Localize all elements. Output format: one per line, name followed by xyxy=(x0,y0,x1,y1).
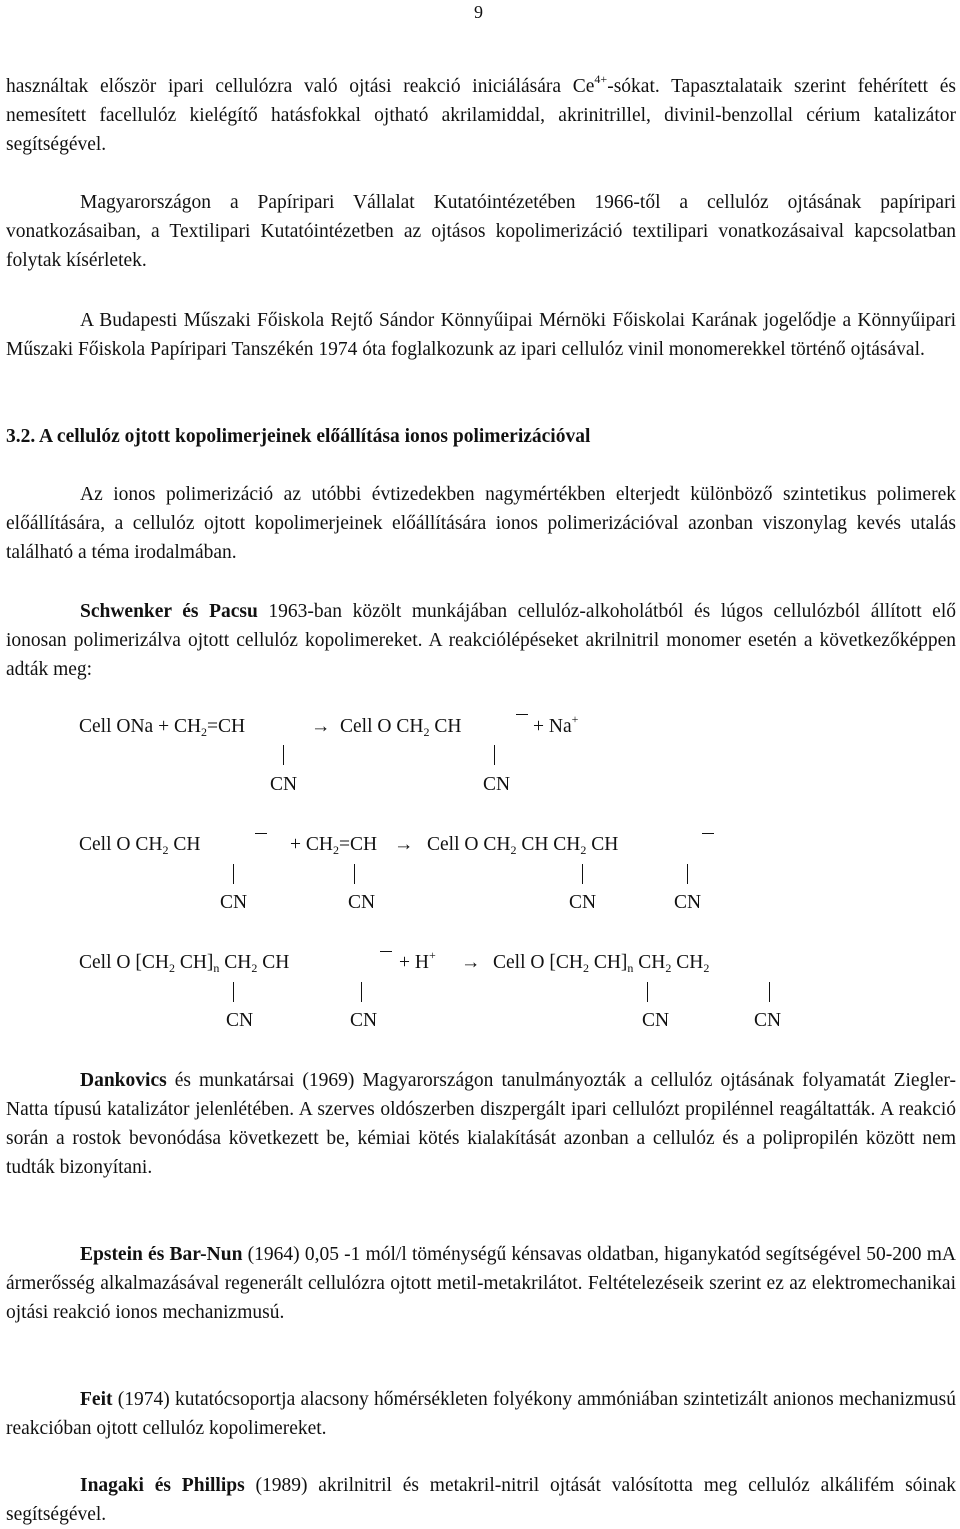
subscript: 2 xyxy=(423,725,430,739)
subscript: 2 xyxy=(201,725,208,739)
subscript: n xyxy=(213,961,220,975)
bond-line xyxy=(233,864,234,884)
paragraph-text: és munkatársai (1969) Magyarországon tanulmányozták a cellulóz ojtásának folyamatát Ziegler-Natta típusú katalizátor jelenlétében. A szerves oldószerben diszpergált ipari cellulózt propilénnel reagáltatták. A reakció során a rostok bevonódása következett be, kémiai kötés kialakítását azonban a cellulóz és a polipropilén között nem tudták bizonyítani. xyxy=(6,1070,956,1178)
nitrile-group: CN xyxy=(674,892,702,913)
chem-text: CH xyxy=(262,952,290,973)
reaction-1-reactants xyxy=(79,715,245,739)
reaction-arrow: → xyxy=(394,834,414,855)
chem-text: CH xyxy=(483,834,511,855)
chem-text: CH] xyxy=(593,952,628,973)
bond-line xyxy=(361,982,362,1002)
chem-text: Cell O xyxy=(340,716,392,737)
nitrile-group: CN xyxy=(348,892,376,913)
chem-text: CH xyxy=(173,716,202,737)
overbar xyxy=(516,714,528,715)
chem-text: Cell O xyxy=(493,952,545,973)
chem-text: CH xyxy=(638,952,666,973)
overbar xyxy=(255,833,267,834)
author-names: Dankovics xyxy=(80,1070,167,1091)
reaction-3-product xyxy=(493,951,709,975)
paragraph-schwenker xyxy=(6,597,956,684)
nitrile-group: CN xyxy=(754,1010,782,1031)
chem-text: CH xyxy=(521,834,549,855)
page-number: 9 xyxy=(474,2,483,22)
bond-line xyxy=(582,864,583,884)
chem-text: [CH xyxy=(135,952,169,973)
nitrile-group: CN xyxy=(642,1010,670,1031)
chem-text: CH xyxy=(305,834,333,855)
author-names: Inagaki és Phillips xyxy=(80,1475,245,1496)
chem-text: CH xyxy=(224,952,252,973)
subscript: 2 xyxy=(580,843,587,857)
chem-text: CH xyxy=(434,716,462,737)
paragraph-text: -sókat. Tapasztalataik szerint fehérített és nemesített facellulóz kielégítő hatásfokkal ojtható akrilamiddal, akrinitrillel, divinil-benzollal cérium katalizátor segítségével. xyxy=(6,76,957,155)
nitrile-group: CN xyxy=(569,892,597,913)
chem-text: Cell ONa xyxy=(79,716,154,737)
chem-text: Cell O xyxy=(427,834,479,855)
nitrile-group: CN xyxy=(220,892,248,913)
subscript: 2 xyxy=(251,961,258,975)
paragraph-cerium xyxy=(6,72,956,159)
paragraph-epstein xyxy=(6,1240,956,1327)
author-names: Feit xyxy=(80,1389,113,1410)
paragraph-text: használtak először ipari cellulózra való ojtási reakció iniciálására Ce xyxy=(6,76,595,97)
paragraph-budapesti: A Budapesti Műszaki Főiskola Rejtő Sándor Könnyűipai Mérnöki Főiskolai Karának jogelődje a Könnyűipari Műszaki Főiskola Papíripari Tanszékén 1974 óta foglalkozunk az ipari cellulóz vinil monomerekkel történő ojtásával. xyxy=(6,310,956,360)
nitrile-group: CN xyxy=(226,1010,254,1031)
monomer xyxy=(290,833,377,857)
nitrile-group: CN xyxy=(350,1010,378,1031)
subscript: 2 xyxy=(332,843,339,857)
chem-text: + H xyxy=(399,952,429,973)
chem-text: CH xyxy=(173,834,201,855)
sodium-ion xyxy=(533,712,579,739)
chem-text: =CH xyxy=(207,716,246,737)
reaction-3-reactants xyxy=(79,951,289,975)
chem-text: CH xyxy=(591,834,619,855)
author-names: Schwenker és Pacsu xyxy=(80,601,258,622)
superscript-charge: 4+ xyxy=(594,72,608,86)
bond-line xyxy=(494,745,495,765)
paragraph-text: (1974) kutatócsoportja alacsony hőmérsékleten folyékony ammóniában szintetizált anionos mechanizmusú reakcióban ojtott cellulóz kopolimereket. xyxy=(6,1389,956,1439)
reaction-2-reactants xyxy=(79,833,200,857)
chem-text: + xyxy=(158,716,170,737)
paragraph-dankovics xyxy=(6,1066,956,1182)
section-heading: 3.2. A cellulóz ojtott kopolimerjeinek előállítása ionos polimerizációval xyxy=(6,426,591,447)
bond-line xyxy=(283,745,284,765)
paragraph-ionos: Az ionos polimerizáció az utóbbi évtizedekben nagymértékben elterjedt különböző szintetikus polimerek előállítására, a cellulóz ojtott kopolimerjeinek előállítására ionos polimerizációval azonban viszonylag kevés utalás található a téma irodalmában. xyxy=(6,484,956,563)
paragraph-inagaki xyxy=(6,1471,956,1529)
subscript: n xyxy=(627,961,634,975)
reaction-2-product xyxy=(427,833,618,857)
nitrile-group: CN xyxy=(270,774,298,795)
proton xyxy=(399,948,436,975)
chem-text: Cell O xyxy=(79,834,131,855)
chem-text: CH xyxy=(396,716,424,737)
chem-text: CH] xyxy=(179,952,214,973)
paragraph-feit xyxy=(6,1385,956,1443)
superscript-charge: + xyxy=(571,712,579,726)
bond-line xyxy=(647,982,648,1002)
chem-text: CH xyxy=(135,834,163,855)
paragraph-papiripari: Magyarországon a Papíripari Vállalat Kutatóintézetében 1966-től a cellulóz ojtásának papíripari vonatkozásaiban, a Textilipari Kutatóintézetben az ojtásos kopolimerizáció textilipari vonatkozásaival kapcsolatban folytak kísérletek. xyxy=(6,192,956,271)
overbar xyxy=(702,833,714,834)
subscript: 2 xyxy=(582,961,589,975)
chem-text: CH xyxy=(553,834,581,855)
subscript: 2 xyxy=(665,961,672,975)
paragraph-text: (1964) 0,05 -1 mól/l töménységű kénsavas oldatban, higanykatód segítségével 50-200 mA ármerősség alkalmazásával regenerált cellulózra ojtott metil-metakrilátot. Feltételezéseik szerint ez az elektromechanikai ojtási reakció ionos mechanizmusú. xyxy=(6,1244,956,1323)
chem-text: + xyxy=(290,834,301,855)
subscript: 2 xyxy=(510,843,517,857)
chem-text: CH xyxy=(676,952,704,973)
paragraph-text: 1963-ban közölt munkájában cellulóz-alkoholátból és lúgos cellulózból állított elő ionosan polimerizálva ojtott cellulóz kopolimereket. A reakciólépéseket akrilnitril monomer esetén a következőképpen adták meg: xyxy=(6,601,956,680)
author-names: Epstein és Bar-Nun xyxy=(80,1244,243,1265)
superscript-charge: + xyxy=(428,948,436,962)
bond-line xyxy=(769,982,770,1002)
reaction-arrow: → xyxy=(311,716,331,737)
reaction-arrow: → xyxy=(461,952,481,973)
bond-line xyxy=(687,864,688,884)
nitrile-group: CN xyxy=(483,774,511,795)
reaction-1-product xyxy=(340,715,461,739)
paragraph-text: (1989) akrilnitril és metakril-nitril ojtását valósította meg cellulóz alkálifém sóinak segítségével. xyxy=(6,1475,956,1525)
subscript: 2 xyxy=(168,961,175,975)
chem-text: + Na xyxy=(533,716,572,737)
chem-text: =CH xyxy=(338,834,378,855)
overbar xyxy=(380,951,392,952)
bond-line xyxy=(233,982,234,1002)
subscript: 2 xyxy=(703,961,710,975)
subscript: 2 xyxy=(162,843,169,857)
chem-text: [CH xyxy=(549,952,583,973)
bond-line xyxy=(354,864,355,884)
chem-text: Cell O xyxy=(79,952,131,973)
